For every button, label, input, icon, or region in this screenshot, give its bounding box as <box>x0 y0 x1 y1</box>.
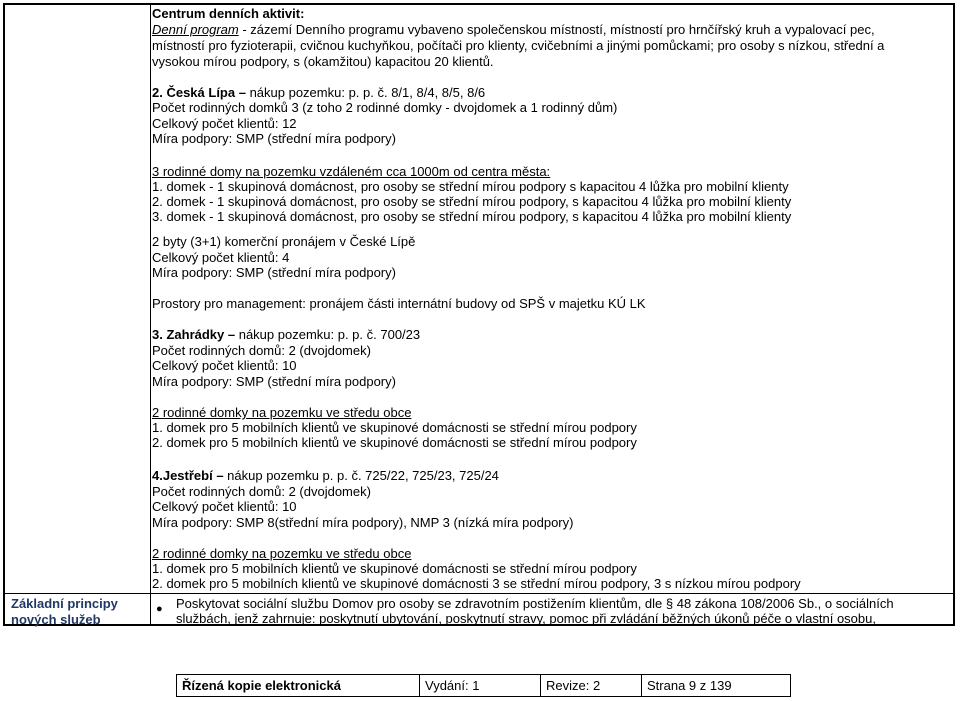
s3-clients: Celkový počet klientů: 10 <box>152 358 297 373</box>
s2-flats-clients: Celkový počet klientů: 4 <box>152 250 290 265</box>
s4-heading: 4.Jestřebí – nákup pozemku p. p. č. 725/22, 725/23, 725/24 <box>152 468 499 483</box>
principles-label-line1: Základní principy <box>11 596 118 611</box>
s1-line3: vysokou mírou podpory, s (okamžitou) kapacitou 20 klientů. <box>152 54 494 69</box>
s2-heading: 2. Česká Lípa – nákup pozemku: p. p. č. 8/1, 8/4, 8/5, 8/6 <box>152 85 486 100</box>
column-divider <box>150 5 151 624</box>
s2-flats-support: Míra podpory: SMP (střední míra podpory) <box>152 265 396 280</box>
s2-sub-heading: 3 rodinné domy na pozemku vzdáleném cca 1000m od centra města: <box>152 164 551 179</box>
s2-houses: Počet rodinných domků 3 (z toho 2 rodinné domky - dvojdomek a 1 rodinný dům) <box>152 100 618 115</box>
s2-flats: 2 byty (3+1) komerční pronájem v České Lípě <box>152 234 416 249</box>
s3-item1: 1. domek pro 5 mobilních klientů ve skupinové domácnosti se střední mírou podpory <box>152 420 637 435</box>
s2-support: Míra podpory: SMP (střední míra podpory) <box>152 131 396 146</box>
footer-control: Řízená kopie elektronická <box>177 675 420 696</box>
bullet-icon: ● <box>156 603 163 615</box>
s1-heading: Centrum denních aktivit: <box>152 6 305 21</box>
s4-houses: Počet rodinných domů: 2 (dvojdomek) <box>152 484 371 499</box>
principles-bullet-line1: Poskytovat sociální službu Domov pro osoby se zdravotním postižením klientům, dle § 48 zákona 108/2006 Sb., o sociálních <box>176 596 894 611</box>
s2-item3: 3. domek - 1 skupinová domácnost, pro osoby se střední mírou podpory, s kapacitou 4 lůžka pro mobilní klienty <box>152 209 792 224</box>
s4-sub-heading: 2 rodinné domky na pozemku ve středu obce <box>152 546 412 561</box>
row-divider <box>5 593 953 594</box>
footer-revision: Revize: 2 <box>541 675 642 696</box>
footer-page: Strana 9 z 139 <box>647 678 732 693</box>
footer-issue: Vydání: 1 <box>420 675 541 696</box>
s4-support: Míra podpory: SMP 8(střední míra podpory), NMP 3 (nízká míra podpory) <box>152 515 574 530</box>
s4-item1: 1. domek pro 5 mobilních klientů ve skupinové domácnosti se střední mírou podpory <box>152 561 637 576</box>
s2-clients: Celkový počet klientů: 12 <box>152 116 297 131</box>
s2-item1: 1. domek - 1 skupinová domácnost, pro osoby se střední mírou podpory s kapacitou 4 lůžka pro mobilní klienty <box>152 179 789 194</box>
principles-bullet-line2: službách, jenž zahrnuje: poskytnutí ubytování, poskytnutí stravy, pomoc při zvládání běžných úkonů péče o vlastní osobu, <box>176 611 876 626</box>
s2-item2: 2. domek - 1 skupinová domácnost, pro osoby se střední mírou podpory, s kapacitou 4 lůžka pro mobilní klienty <box>152 194 792 209</box>
page-footer <box>176 674 791 697</box>
s3-item2: 2. domek pro 5 mobilních klientů ve skupinové domácnosti se střední mírou podpory <box>152 435 637 450</box>
s3-sub-heading: 2 rodinné domky na pozemku ve středu obce <box>152 405 412 420</box>
s4-clients: Celkový počet klientů: 10 <box>152 499 297 514</box>
s1-line1: Denní program - zázemí Denního programu vybaveno společenskou místností, místností pro hrnčířský kruh a vypalovací pec, <box>152 22 875 37</box>
s3-heading: 3. Zahrádky – nákup pozemku: p. p. č. 700/23 <box>152 327 421 342</box>
s3-support: Míra podpory: SMP (střední míra podpory) <box>152 374 396 389</box>
s2-management: Prostory pro management: pronájem části internátní budovy od SPŠ v majetku KÚ LK <box>152 296 646 311</box>
s1-line2: místností pro fyzioterapii, cvičnou kuchyňkou, počítači pro klienty, cvičebními a jinými pomůckami; pro osoby s nízkou, střední a <box>152 38 885 53</box>
s4-item2: 2. domek pro 5 mobilních klientů ve skupinové domácnosti 3 se střední mírou podpory, 3 s nízkou mírou podpory <box>152 576 801 591</box>
principles-label-line2: nových služeb <box>11 612 101 627</box>
s3-houses: Počet rodinných domů: 2 (dvojdomek) <box>152 343 371 358</box>
principles-label <box>11 596 118 628</box>
